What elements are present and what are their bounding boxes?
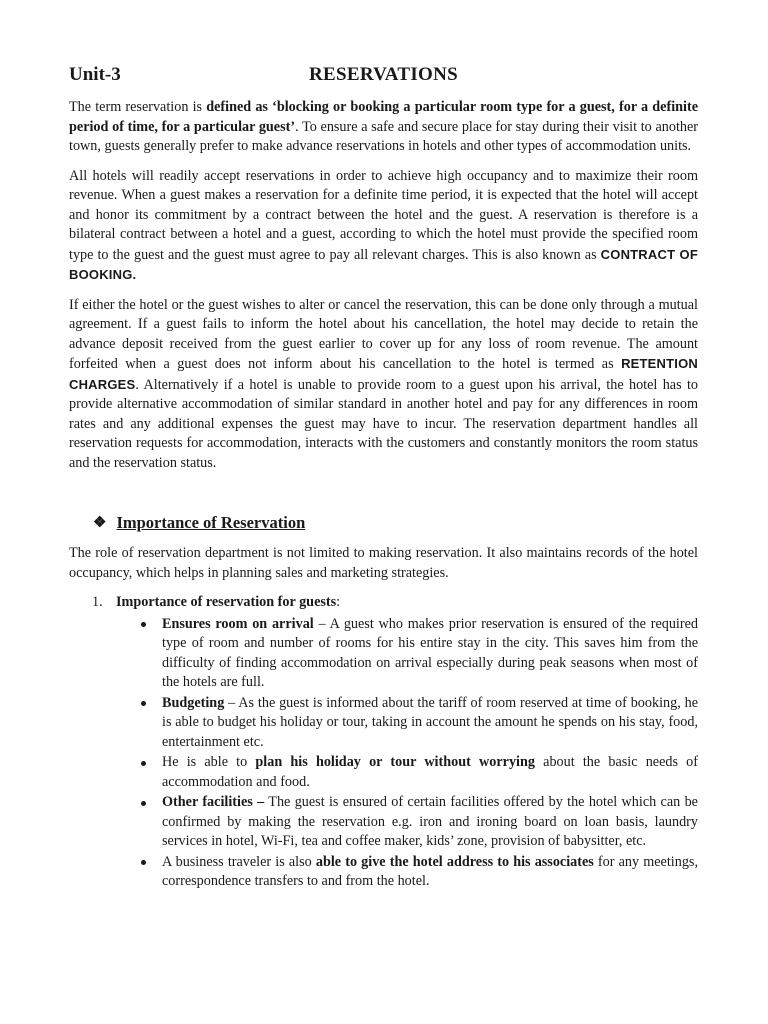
bullet-dot-icon — [141, 701, 146, 706]
bullet-bold-lead: Budgeting — [162, 694, 225, 711]
text-run: : — [336, 594, 341, 610]
bullet-bold-lead: Ensures room on arrival — [162, 615, 314, 632]
bullet-text: about the basic needs of accommodation and food. — [162, 754, 699, 790]
diamond-bullet-icon: ❖ — [93, 514, 107, 531]
bullet-item — [116, 694, 698, 753]
bullet-text: – As the guest is informed about the tariff of room reserved at time of booking, he is able to budget his holiday or tour, taking in account the amount he spends on his stay, food, entertainment etc. — [162, 694, 698, 750]
bullet-item — [116, 615, 698, 693]
text-run: . To ensure a safe and secure place for stay during their visit to another town, guests generally prefer to make advance reservations in hotels and other types of accommodation units. — [69, 118, 698, 154]
list-item-label: Importance of reservation for guests — [116, 594, 337, 610]
list-item — [69, 593, 698, 892]
text-run: All hotels will readily accept reservations in order to achieve high occupancy and to maximize their room revenue. When a guest makes a reservation for a definite time period, it is expected that the hotel will accept and honor its commitment by a contract between the hotel and the guest. A reservation is therefore is a bilateral contract between a hotel and a guest, according to which the hotel must provide the specified room type to the guest and the guest must agree to pay all relevant charges. This is also known as — [69, 167, 698, 263]
bullet-dot-icon — [141, 622, 146, 627]
paragraph-contract — [69, 167, 698, 286]
paragraph-cancellation — [69, 296, 698, 474]
bullet-text: The guest is ensured of certain facilities offered by the hotel which can be confirmed by making the reservation e.g. iron and ironing board on loan basis, laundry services in hotel, Wi-Fi, tea and coffee maker, kids’ zone, provision of babysitter, etc. — [162, 794, 698, 849]
bullet-bold-phrase: able to give the hotel address to his associates — [315, 853, 594, 870]
numbered-list — [69, 593, 698, 892]
section-heading-text: Importance of Reservation — [116, 513, 306, 532]
bullet-text: for any meetings, correspondence transfers to and from the hotel. — [162, 853, 698, 889]
bullet-list — [116, 615, 698, 892]
bullet-text: A business traveler is also — [162, 853, 316, 870]
paragraph-definition — [69, 98, 698, 157]
paragraph-importance-intro: The role of reservation department is not limited to making reservation. It also maintains records of the hotel occupancy, which helps in planning sales and marketing strategies. — [69, 545, 698, 581]
bullet-text: He is able to — [162, 754, 256, 770]
text-run: If either the hotel or the guest wishes to alter or cancel the reservation, this can be done only through a mutual agreement. If a guest fails to inform the hotel about his cancellation, the hotel may decide to retain the advance deposit received from the guest earlier to cover up for any loss of room revenue. The amount forfeited when a guest does not inform about his cancellation to the hotel is termed as — [69, 296, 698, 372]
section-heading — [93, 513, 698, 533]
text-run: The term reservation is — [69, 99, 207, 115]
page-title: RESERVATIONS — [308, 64, 458, 85]
list-number: 1. — [92, 594, 103, 610]
definition-bold: defined as ‘blocking or booking a particular room type for a guest, for a definite period of time, for a particular guest’ — [69, 99, 698, 135]
contract-of-booking-term: CONTRACT OF BOOKING. — [69, 246, 698, 282]
retention-charges-term: RETENTION CHARGES — [69, 356, 698, 392]
text-run: . Alternatively if a hotel is unable to provide room to a guest upon his arrival, the hotel has to provide alternative accommodation of similar standard in another hotel and pay for any differences in room rates and any additional expenses the guest may have to incur. The reservation department handles all reservation requests for accommodation, interacts with the customers and constantly monitors the room status and the reservation status. — [69, 376, 698, 471]
bullet-item — [116, 793, 698, 852]
bullet-bold-lead: Other facilities – — [162, 794, 265, 810]
bullet-bold-phrase: plan his holiday or tour without worrying — [255, 754, 535, 770]
unit-label: Unit-3 — [69, 64, 121, 85]
title-row — [69, 64, 698, 94]
bullet-text: – A guest who makes prior reservation is ensured of the required type of room and number of rooms for his entire stay in the city. This saves him from the difficulty of finding accommodation on arrival especially during peak seasons when most of the hotels are full. — [162, 615, 698, 690]
bullet-item — [116, 753, 698, 792]
bullet-item — [116, 853, 698, 892]
bullet-dot-icon — [141, 761, 146, 766]
bullet-dot-icon — [141, 860, 146, 865]
bullet-dot-icon — [141, 801, 146, 806]
